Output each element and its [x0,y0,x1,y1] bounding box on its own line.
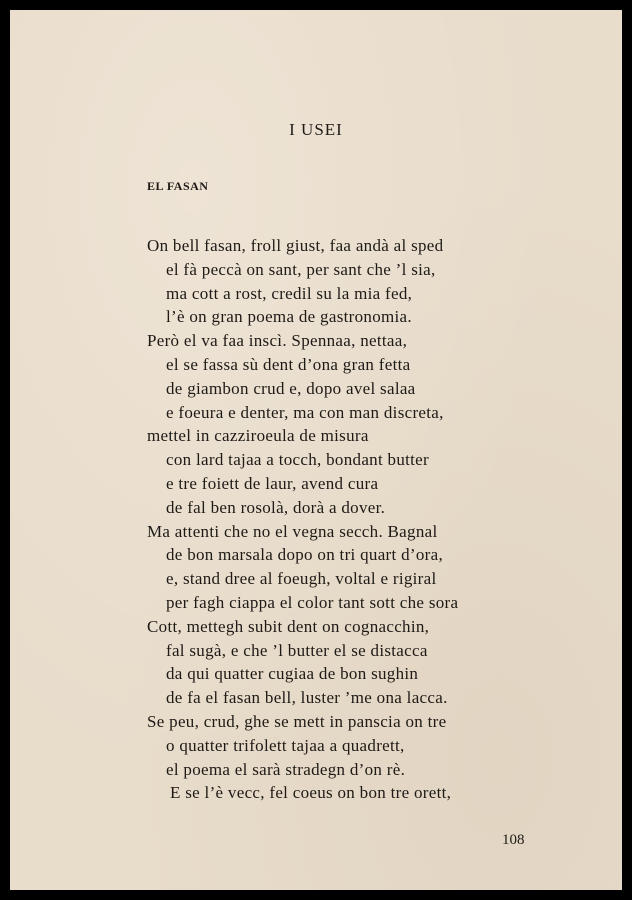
poem-line: mettel in cazziroeula de misura [147,426,369,446]
poem-title: EL FASAN [147,179,209,193]
poem-line: da qui quatter cugiaa de bon sughin [166,664,419,684]
poem-line: de bon marsala dopo on tri quart d’ora, [166,545,444,565]
poem-line: Se peu, crud, ghe se mett in panscia on tre [147,711,447,731]
poem-line: per fagh ciappa el color tant sott che sora [166,592,459,612]
poem-line: On bell fasan, froll giust, faa andà al sped [147,236,444,255]
poem-line: fal sugà, e che ’l butter el se distacca [166,640,428,660]
poem-line: Cott, mettegh subit dent on cognacchin, [147,616,430,636]
poem-line: Però el va faa inscì. Spennaa, nettaa, [147,331,408,351]
poem-line: de fal ben rosolà, dorà a dover. [166,497,386,517]
poem-line: el poema el sarà stradegn d’on rè. [166,759,406,779]
poem-line: Ma attenti che no el vegna secch. Bagnal [147,521,438,541]
poem-line: de fa el fasan bell, luster ’me ona lacca. [166,688,448,708]
poem-line: con lard tajaa a tocch, bondant butter [166,450,429,470]
poem-line: e, stand dree al foeugh, voltal e rigiral [166,569,437,589]
poem-line: ma cott a rost, credil su la mia fed, [166,283,413,303]
page-number: 108 [502,832,525,848]
poem-line: l’è on gran poema de gastronomia. [166,307,412,327]
poem-line: de giambon crud e, dopo avel salaa [166,378,416,398]
poem-line: e tre foiett de laur, avend cura [166,473,379,493]
poem-body [147,234,458,805]
poem-line: E se l’è vecc, fel coeus on bon tre orett, [170,783,452,803]
book-page [10,10,622,890]
poem-line: el fà peccà on sant, per sant che ’l sia, [166,259,436,279]
poem-line: el se fassa sù dent d’ona gran fetta [166,354,411,374]
poem-line: e foeura e denter, ma con man discreta, [166,402,444,422]
chapter-title: I USEI [289,120,343,139]
poem-line: o quatter trifolett tajaa a quadrett, [166,735,405,755]
